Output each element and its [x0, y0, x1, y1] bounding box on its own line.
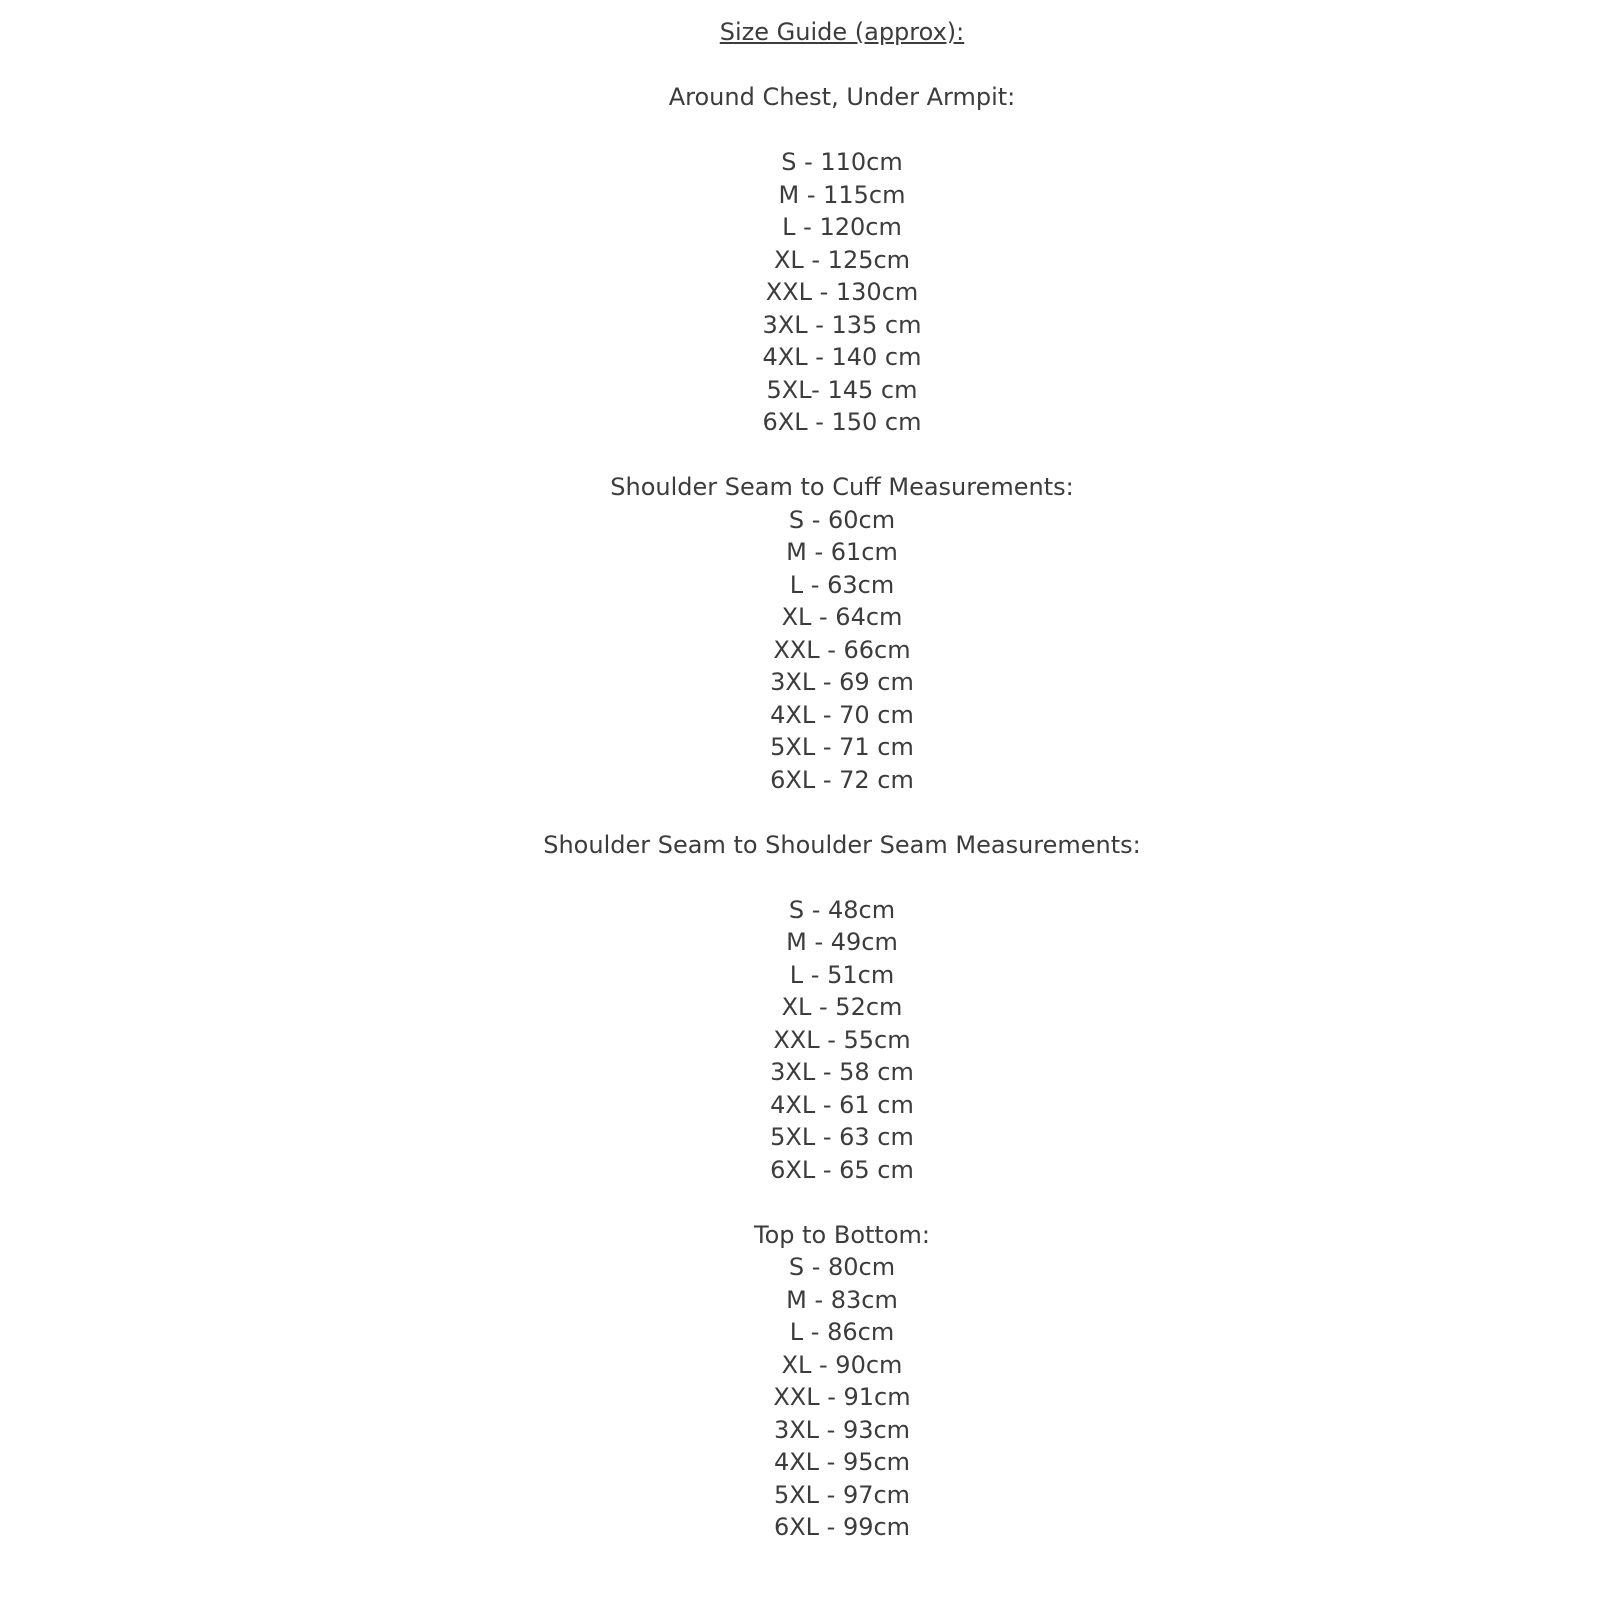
- size-item: 6XL - 150 cm: [762, 408, 922, 436]
- section-heading: Shoulder Seam to Cuff Measurements:: [610, 473, 1074, 501]
- size-section: [84, 829, 1600, 1187]
- size-item: L - 63cm: [789, 570, 895, 599]
- size-item: XXL - 91cm: [773, 1383, 911, 1411]
- section-heading: Shoulder Seam to Shoulder Seam Measurements:: [543, 830, 1141, 859]
- size-item: S - 48cm: [788, 895, 896, 924]
- section-heading: Around Chest, Under Armpit:: [668, 83, 1016, 111]
- size-item: 3XL - 58 cm: [770, 1058, 914, 1086]
- size-item: XL - 52cm: [781, 993, 903, 1021]
- size-item: 6XL - 72 cm: [770, 765, 914, 794]
- size-item: M - 115cm: [778, 180, 906, 209]
- size-item: L - 120cm: [782, 213, 902, 241]
- size-item: 3XL - 93cm: [773, 1415, 911, 1444]
- size-guide-document: [84, 16, 1600, 1544]
- size-item: 6XL - 65 cm: [770, 1155, 914, 1184]
- size-item: S - 80cm: [788, 1253, 896, 1281]
- size-item: 5XL - 97cm: [773, 1480, 911, 1509]
- size-item: XXL - 55cm: [773, 1025, 911, 1054]
- size-item: S - 110cm: [781, 148, 903, 176]
- size-item: XXL - 66cm: [773, 635, 911, 664]
- size-item: 3XL - 69 cm: [770, 668, 914, 696]
- size-item: 5XL - 63 cm: [770, 1123, 914, 1151]
- sections-container: [84, 81, 1600, 1544]
- size-item: M - 83cm: [786, 1285, 898, 1314]
- size-item: XL - 125cm: [773, 245, 911, 274]
- size-item: 3XL - 135 cm: [762, 310, 922, 339]
- size-item: M - 61cm: [786, 538, 898, 566]
- size-section: [84, 81, 1600, 439]
- size-section: [84, 471, 1600, 796]
- size-item: XXL - 130cm: [765, 278, 919, 306]
- size-item: 5XL - 71 cm: [770, 733, 914, 761]
- size-item: 4XL - 140 cm: [762, 343, 922, 371]
- size-item: M - 49cm: [786, 928, 898, 956]
- size-item: 4XL - 95cm: [773, 1448, 911, 1476]
- section-heading: Top to Bottom:: [754, 1220, 930, 1249]
- size-item: 6XL - 99cm: [773, 1513, 911, 1541]
- size-item: XL - 64cm: [781, 603, 903, 631]
- page-title: Size Guide (approx):: [719, 18, 965, 46]
- size-item: S - 60cm: [788, 505, 896, 534]
- size-item: XL - 90cm: [781, 1350, 903, 1379]
- size-item: 4XL - 61 cm: [770, 1090, 914, 1119]
- size-item: L - 51cm: [789, 960, 895, 989]
- size-item: 4XL - 70 cm: [770, 700, 914, 729]
- size-section: [84, 1219, 1600, 1544]
- size-item: 5XL- 145 cm: [766, 375, 918, 404]
- size-item: L - 86cm: [789, 1318, 895, 1346]
